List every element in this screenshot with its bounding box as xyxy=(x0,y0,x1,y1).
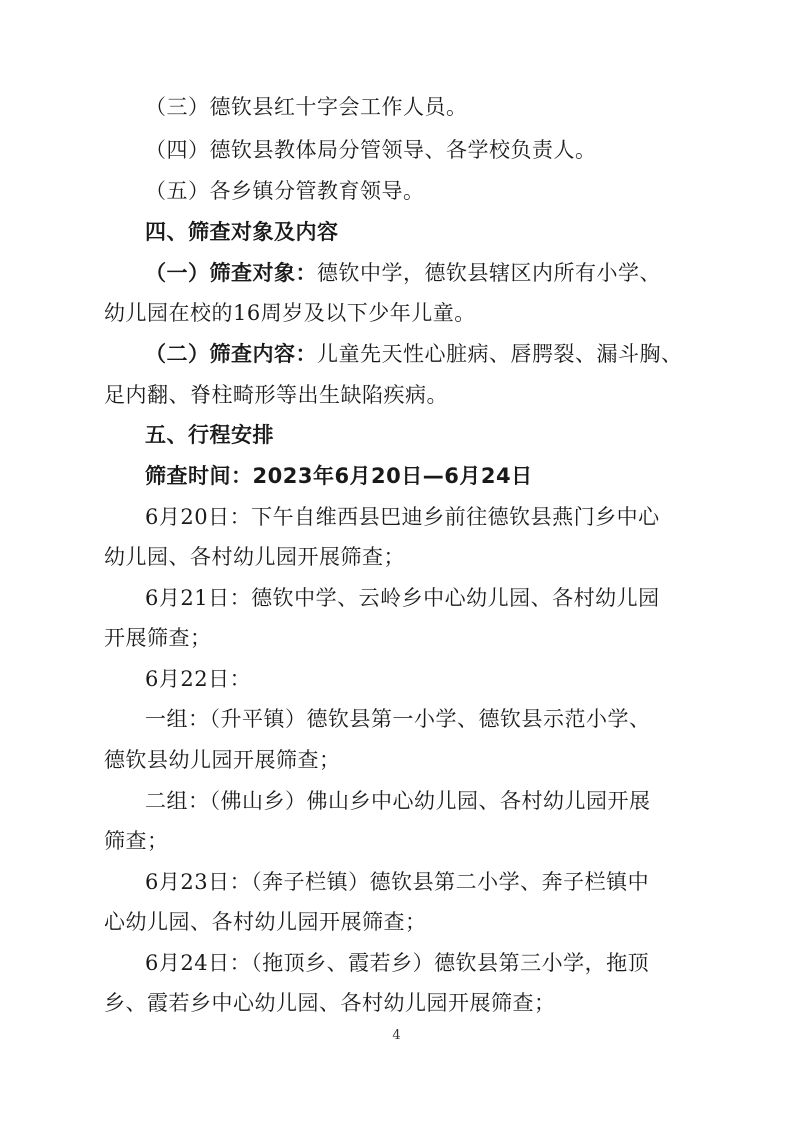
section-heading-five: 五、行程安排 xyxy=(145,423,274,447)
group-one: 一组：（升平镇）德钦县第一小学、德钦县示范小学、 xyxy=(145,707,651,731)
schedule-june-20-cont: 幼儿园、各村幼儿园开展筛查； xyxy=(104,545,405,569)
content-label: （二）筛查内容： xyxy=(145,342,317,366)
content-text: 儿童先天性心脏病、唇腭裂、漏斗胸、 xyxy=(317,342,683,366)
schedule-june-21-cont: 开展筛查； xyxy=(104,626,212,650)
screening-time: 筛查时间：2023年6月20日—6月24日 xyxy=(145,464,533,488)
paragraph-content-cont: 足内翻、脊柱畸形等出生缺陷疾病。 xyxy=(104,383,448,407)
section-heading-four: 四、筛查对象及内容 xyxy=(145,220,339,244)
schedule-june-21: 6月21日：德钦中学、云岭乡中心幼儿园、各村幼儿园 xyxy=(145,586,660,610)
schedule-june-23: 6月23日：（奔子栏镇）德钦县第二小学、奔子栏镇中 xyxy=(145,870,650,894)
list-item-four: （四）德钦县教体局分管领导、各学校负责人。 xyxy=(145,138,597,162)
group-two-cont: 筛查； xyxy=(104,829,169,853)
schedule-june-23-cont: 心幼儿园、各村幼儿园开展筛查； xyxy=(104,910,427,934)
paragraph-content xyxy=(145,340,683,368)
paragraph-target-cont: 幼儿园在校的16周岁及以下少年儿童。 xyxy=(104,301,476,325)
paragraph-target xyxy=(145,259,661,287)
schedule-june-20: 6月20日：下午自维西县巴迪乡前往德钦县燕门乡中心 xyxy=(145,505,660,529)
list-item-three: （三）德钦县红十字会工作人员。 xyxy=(145,95,468,119)
target-text: 德钦中学，德钦县辖区内所有小学、 xyxy=(317,261,661,285)
schedule-june-22: 6月22日： xyxy=(145,667,252,691)
page-number: 4 xyxy=(392,1028,401,1043)
group-two: 二组：（佛山乡）佛山乡中心幼儿园、各村幼儿园开展 xyxy=(145,789,651,813)
schedule-june-24: 6月24日：（拖顶乡、霞若乡）德钦县第三小学，拖顶 xyxy=(145,951,650,975)
target-label: （一）筛查对象： xyxy=(145,261,317,285)
group-one-cont: 德钦县幼儿园开展筛查； xyxy=(104,748,341,772)
list-item-five: （五）各乡镇分管教育领导。 xyxy=(145,179,425,203)
schedule-june-24-cont: 乡、霞若乡中心幼儿园、各村幼儿园开展筛查； xyxy=(104,991,556,1015)
